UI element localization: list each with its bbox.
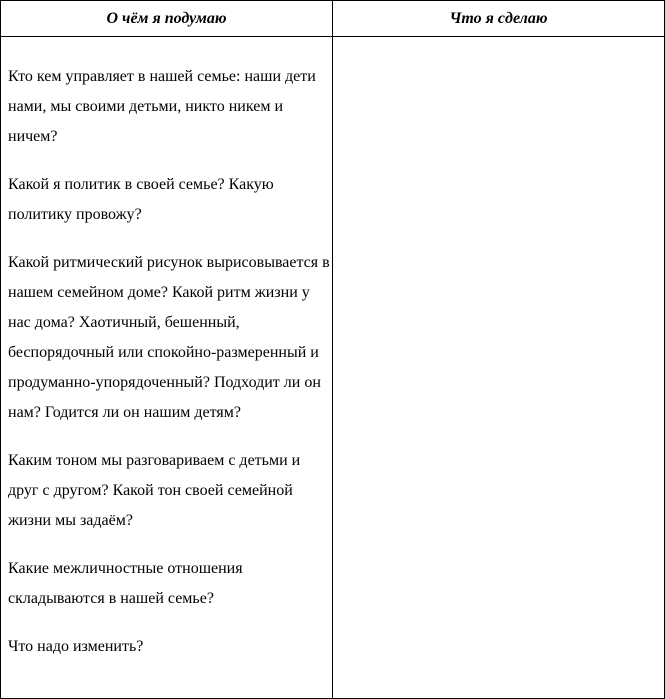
header-think: О чём я подумаю — [106, 9, 227, 27]
question-rhythm: Какой ритмический рисунок вырисовывается в нашем семейном доме? Какой ритм жизни у нас дома? Хаотичный, бешенный, беспорядочный или спокойно-размеренный и продуманно-упорядоченный? Подходит ли он нам? Годится ли он нашим детям? — [8, 254, 330, 421]
actions-cell[interactable] — [333, 37, 664, 698]
question-tone: Каким тоном мы разговариваем с детьми и друг с другом? Какой тон своей семейной жизни мы задаём? — [8, 452, 301, 529]
question-relationships: Какие межличностные отношения складываются в нашей семье? — [8, 560, 243, 607]
questions-cell — [8, 62, 330, 680]
header-do: Что я сделаю — [449, 9, 548, 27]
question-change: Что надо изменить? — [8, 638, 144, 655]
question-politics: Какой я политик в своей семье? Какую политику провожу? — [8, 176, 274, 223]
question-management: Кто кем управляет в нашей семье: наши дети нами, мы своими детьми, никто никем и ничем? — [8, 68, 316, 145]
table-left-border — [0, 0, 1, 699]
